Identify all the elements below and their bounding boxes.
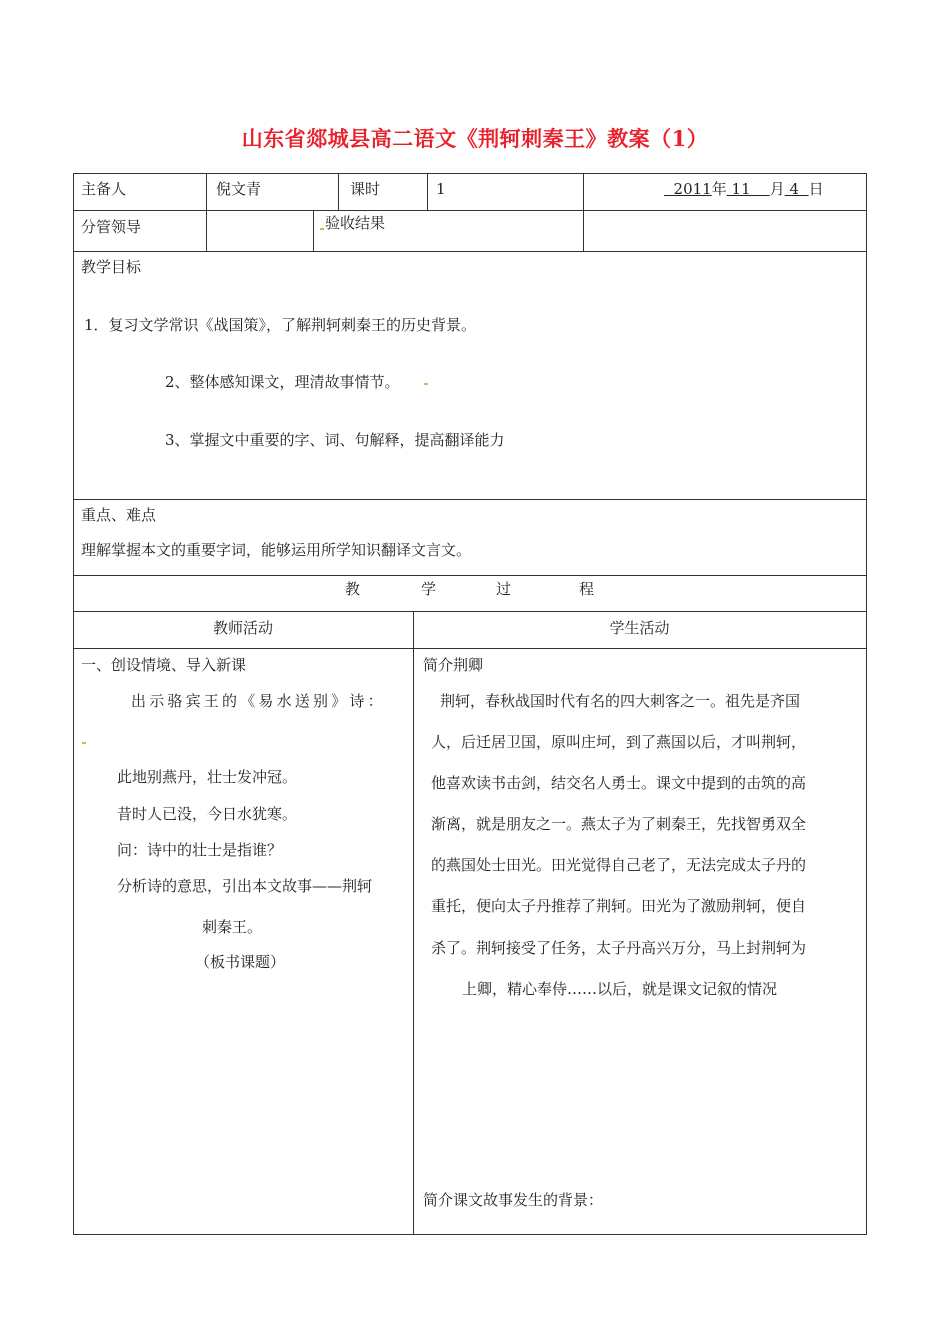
key-points-text: 理解掌握本文的重要字词，能够运用所学知识翻译文言文。 [81, 541, 472, 559]
date-month: 11 [731, 180, 751, 198]
student-activity-header: 学生活动 [609, 619, 670, 637]
student-text-line: 人，后迁居卫国，原叫庄坷，到了燕国以后，才叫荆轲， [431, 733, 807, 751]
leader-label: 分管领导 [81, 218, 142, 236]
period-value: 1 [436, 180, 446, 198]
teacher-analysis: 刺秦王。 [202, 918, 263, 936]
board-note: （板书课题） [195, 953, 286, 971]
preparer-name: 倪文青 [216, 180, 262, 198]
table-rule [427, 173, 428, 210]
date-month-suffix: 月 [769, 180, 785, 198]
teacher-activity-header: 教师活动 [212, 619, 273, 637]
goal-item: 2、整体感知课文，理清故事情节。 [165, 373, 400, 391]
student-heading: 简介荆卿 [423, 656, 484, 674]
period-label: 课时 [350, 180, 381, 198]
table-rule [73, 173, 74, 1235]
teacher-analysis: 分析诗的意思，引出本文故事——荆轲 [117, 877, 373, 895]
date-year-suffix: 年 [711, 180, 727, 198]
poem-line: 此地别燕丹，壮士发冲冠。 [117, 768, 298, 786]
table-rule [73, 648, 867, 649]
date-field [664, 180, 824, 198]
table-rule [73, 499, 867, 500]
stray-mark [82, 742, 86, 744]
result-label: 验收结果 [325, 214, 386, 232]
table-rule [313, 210, 314, 251]
teacher-section-title: 一、创设情境、导入新课 [81, 656, 247, 674]
process-heading-char: 过 [496, 580, 512, 598]
table-rule [73, 210, 867, 211]
preparer-label: 主备人 [81, 180, 127, 198]
table-rule [583, 173, 584, 251]
student-text-line: 上卿，精心奉侍……以后，就是课文记叙的情况 [462, 980, 778, 998]
date-year: 2011 [673, 180, 712, 198]
page-title: 山东省郯城县高二语文《荆轲刺秦王》教案（1） [241, 126, 709, 151]
table-rule [73, 173, 867, 174]
goal-item: 3、掌握文中重要的字、词、句解释，提高翻译能力 [165, 431, 505, 449]
stray-mark [320, 228, 324, 230]
goal-item: 1．复习文学常识《战国策》，了解荆轲刺秦王的历史背景。 [84, 316, 477, 334]
process-heading-char: 程 [579, 580, 595, 598]
date-day: 4 [789, 180, 800, 198]
student-text-line: 渐离，就是朋友之一。燕太子为了刺秦王，先找智勇双全 [431, 815, 807, 833]
student-text-line: 重托，便向太子丹推荐了荆轲。田光为了激励荆轲，便自 [431, 897, 807, 915]
table-rule [338, 173, 339, 210]
student-text-line: 杀了。荆轲接受了任务，太子丹高兴万分，马上封荆轲为 [431, 939, 807, 957]
key-points-heading: 重点、难点 [81, 506, 157, 524]
table-rule [413, 611, 414, 1235]
teacher-intro: 出示骆宾王的《易水送别》诗： [131, 692, 386, 710]
poem-line: 昔时人已没，今日水犹寒。 [117, 805, 298, 823]
student-text-line: 他喜欢读书击剑，结交名人勇士。课文中提到的击筑的高 [431, 774, 807, 792]
student-text-line: 的燕国处士田光。田光觉得自己老了，无法完成太子丹的 [431, 856, 807, 874]
table-rule [73, 251, 867, 252]
table-rule [206, 173, 207, 251]
table-rule [73, 575, 867, 576]
process-heading-char: 教 [345, 580, 361, 598]
table-rule [73, 611, 867, 612]
table-rule [866, 173, 867, 1235]
process-heading-char: 学 [421, 580, 437, 598]
goals-heading: 教学目标 [81, 258, 142, 276]
student-text-line: 荆轲，春秋战国时代有名的四大刺客之一。祖先是齐国 [440, 692, 801, 710]
stray-mark [424, 383, 428, 385]
table-rule [73, 1234, 867, 1235]
background-heading: 简介课文故事发生的背景： [423, 1191, 604, 1209]
date-day-suffix: 日 [808, 180, 824, 198]
teacher-question: 问：诗中的壮士是指谁？ [117, 841, 283, 859]
